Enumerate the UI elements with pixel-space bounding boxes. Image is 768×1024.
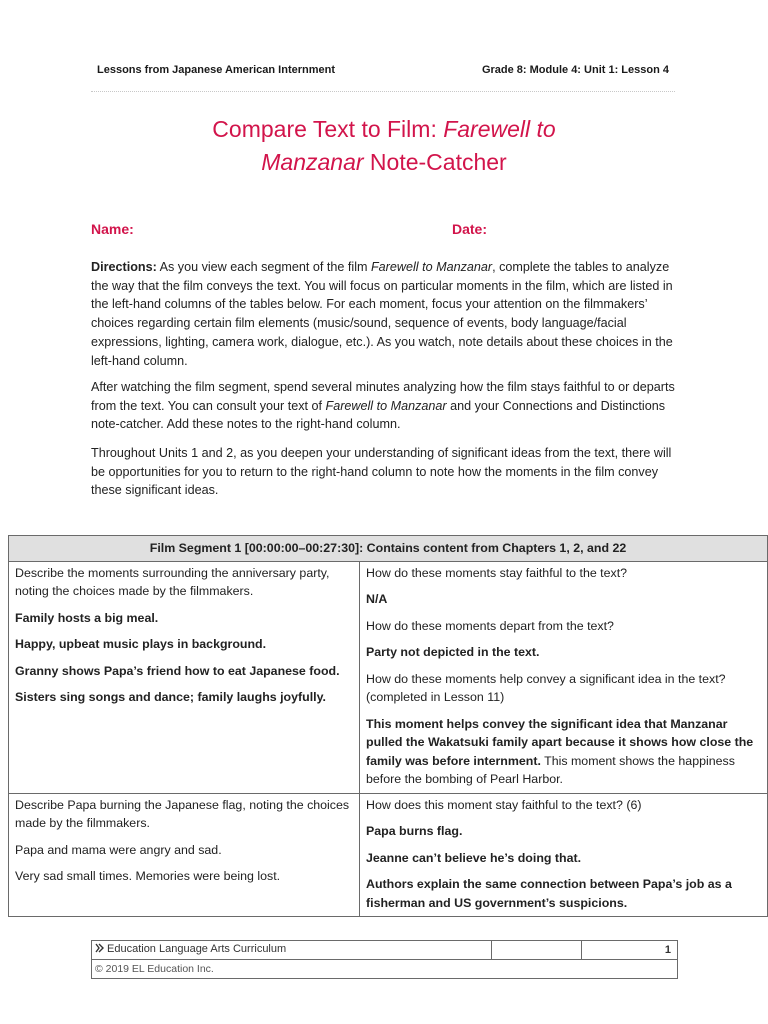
film-segment-table [8, 535, 768, 917]
student-note: Sisters sing songs and dance; family laughs joyfully. [15, 690, 326, 704]
el-logo-icon [95, 943, 105, 953]
directions-label: Directions: [91, 260, 157, 274]
question-text: How do these moments stay faithful to the text? [366, 565, 628, 580]
student-answer [366, 715, 762, 789]
prompt-text: Describe the moments surrounding the anniversary party, noting the choices made by the filmmakers. [15, 565, 330, 598]
directions-text-a: As you view each segment of the film [156, 260, 371, 274]
directions-text-b: , complete the tables to analyze the way that the film conveys the text. You will focus on particular moments in the film, which are listed in the left-hand columns of the tables below. For each moment, focus your attention on the filmmakers’ choices regarding certain film elements (music/sound, sequence of events, body language/facial expressions, lighting, camera work, dialogue, etc.). As you watch, note details about these choices in the left-hand column. [91, 260, 673, 368]
student-answer: N/A [366, 592, 388, 606]
question-text: How does this moment stay faithful to the text? (6) [366, 797, 642, 812]
table-row [9, 561, 768, 793]
unit-title: Lessons from Japanese American Internment [97, 64, 336, 76]
student-note: Family hosts a big meal. [15, 610, 159, 625]
student-answer: Authors explain the same connection between Papa’s job as a fisherman and US government’s suspicions. [366, 877, 732, 910]
question-text: How do these moments help convey a significant idea in the text? (completed in Lesson 11) [366, 671, 726, 704]
date-label: Date: [452, 221, 488, 237]
units-paragraph: Throughout Units 1 and 2, as you deepen your understanding of significant ideas from the text, there will be opportunities for you to return to the right-hand column to note how the moments in the film convey these significant ideas. [91, 446, 672, 498]
student-note: Very sad small times. Memories were being lost. [15, 869, 281, 883]
footer-spacer [492, 941, 582, 960]
copyright-notice: © 2019 EL Education Inc. [92, 960, 678, 979]
student-answer: Papa burns flag. [366, 824, 463, 838]
answer-plain: This moment shows the happiness before the bombing of Pearl Harbor. [366, 753, 735, 786]
analysis-text-b: and your Connections and Distinctions note-catcher. Add these notes to the right-hand column. [91, 398, 666, 432]
table-row [9, 793, 768, 917]
lesson-reference: Grade 8: Module 4: Unit 1: Lesson 4 [481, 64, 669, 76]
page-number: 1 [582, 941, 678, 960]
moment-description-cell[interactable] [9, 793, 360, 917]
analysis-text-a: After watching the film segment, spend several minutes analyzing how the film stays faithful to or departs from the text. You can consult your text of [91, 380, 675, 413]
student-note: Happy, upbeat music plays in background. [15, 637, 267, 651]
student-answer: Jeanne can’t believe he’s doing that. [366, 850, 582, 865]
moment-description-cell[interactable] [9, 561, 360, 793]
title-part2: Note-Catcher [363, 149, 507, 175]
answer-bold: This moment helps convey the significant idea that Manzanar pulled the Wakatsuki family apart because it shows how close the family was before internment. [366, 716, 754, 768]
title-part1-italic: Farewell to [443, 116, 556, 142]
name-label: Name: [91, 221, 134, 237]
document-header [91, 64, 675, 80]
analysis-cell[interactable] [360, 561, 768, 793]
curriculum-brand [92, 941, 492, 960]
segment-heading: Film Segment 1 [00:00:00–00:27:30]: Contains content from Chapters 1, 2, and 22 [9, 536, 768, 562]
question-text: How do these moments depart from the text? [366, 618, 614, 633]
student-answer: Party not depicted in the text. [366, 645, 540, 659]
prompt-text: Describe Papa burning the Japanese flag, noting the choices made by the filmmakers. [15, 797, 350, 830]
analysis-cell[interactable] [360, 793, 768, 917]
document-footer [91, 940, 678, 979]
brand-text: Education Language Arts Curriculum [107, 943, 287, 955]
student-note: Granny shows Papa’s friend how to eat Japanese food. [15, 663, 340, 678]
student-note: Papa and mama were angry and sad. [15, 842, 222, 857]
title-part1: Compare Text to Film: [212, 116, 444, 142]
directions-paragraph [91, 258, 676, 370]
film-title: Farewell to Manzanar [370, 260, 493, 274]
analysis-paragraph [91, 378, 676, 434]
title-part2-italic: Manzanar [261, 149, 364, 175]
header-divider [91, 91, 675, 92]
page-title [100, 113, 668, 179]
film-title: Farewell to Manzanar [325, 398, 447, 413]
